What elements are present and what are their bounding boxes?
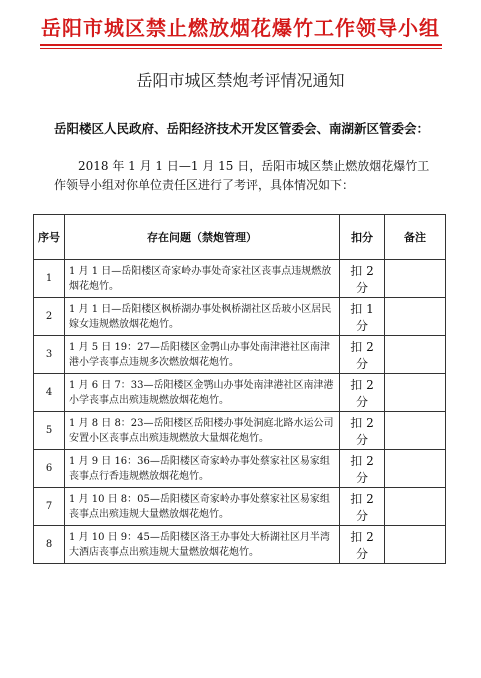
- row-remark: [385, 336, 446, 374]
- row-number: 8: [34, 526, 65, 564]
- row-deduct: 扣 2 分: [340, 374, 385, 412]
- row-issue: 1 月 10 日 8：05—岳阳楼区奇家岭办事处蔡家社区易家组丧事点出殡违规大量燃放烟花炮竹。: [65, 488, 340, 526]
- row-deduct: 扣 2 分: [340, 450, 385, 488]
- row-number: 4: [34, 374, 65, 412]
- table-row: [34, 526, 446, 564]
- row-number: 7: [34, 488, 65, 526]
- row-number: 6: [34, 450, 65, 488]
- document-title: 岳阳市城区禁炮考评情况通知: [136, 71, 345, 90]
- row-remark: [385, 412, 446, 450]
- row-deduct: 扣 2 分: [340, 336, 385, 374]
- col-header-issue: 存在问题（禁炮管理）: [65, 215, 340, 260]
- row-remark: [385, 488, 446, 526]
- row-issue: 1 月 1 日—岳阳楼区枫桥湖办事处枫桥湖社区岳玻小区居民嫁女违规燃放烟花炮竹。: [65, 298, 340, 336]
- table-row: [34, 260, 446, 298]
- addressee: 岳阳楼区人民政府、岳阳经济技术开发区管委会、南湖新区管委会：: [54, 121, 430, 136]
- row-remark: [385, 298, 446, 336]
- row-deduct: 扣 2 分: [340, 260, 385, 298]
- table-row: [34, 412, 446, 450]
- table-row: [34, 374, 446, 412]
- table-row: [34, 450, 446, 488]
- row-issue: 1 月 10 日 9：45—岳阳楼区洛王办事处大桥湖社区月半湾大酒店丧事点出殡违规大量燃放烟花炮竹。: [65, 526, 340, 564]
- evaluation-table: [33, 214, 446, 564]
- row-deduct: 扣 2 分: [340, 526, 385, 564]
- row-remark: [385, 450, 446, 488]
- row-remark: [385, 260, 446, 298]
- row-deduct: 扣 1 分: [340, 298, 385, 336]
- table-row: [34, 488, 446, 526]
- row-number: 2: [34, 298, 65, 336]
- col-header-number: 序号: [34, 215, 65, 260]
- row-remark: [385, 526, 446, 564]
- table-row: [34, 336, 446, 374]
- header-divider: [40, 44, 442, 46]
- row-deduct: 扣 2 分: [340, 412, 385, 450]
- row-number: 1: [34, 260, 65, 298]
- row-issue: 1 月 5 日 19：27—岳阳楼区金鹗山办事处南津港社区南津港小学丧事点违规多次燃放烟花炮竹。: [65, 336, 340, 374]
- row-remark: [385, 374, 446, 412]
- table-header-row: [34, 215, 446, 260]
- row-issue: 1 月 8 日 8：23—岳阳楼区岳阳楼办事处洞庭北路水运公司安置小区丧事点出殡违规燃放大量烟花炮竹。: [65, 412, 340, 450]
- row-number: 3: [34, 336, 65, 374]
- row-deduct: 扣 2 分: [340, 488, 385, 526]
- col-header-deduct: 扣分: [340, 215, 385, 260]
- intro-paragraph: 2018 年 1 月 1 日—1 月 15 日，岳阳市城区禁止燃放烟花爆竹工作领导小组对你单位责任区进行了考评，具体情况如下：: [54, 159, 430, 192]
- row-issue: 1 月 6 日 7：33—岳阳楼区金鹗山办事处南津港社区南津港小学丧事点出殡违规燃放烟花炮竹。: [65, 374, 340, 412]
- row-issue: 1 月 9 日 16：36—岳阳楼区奇家岭办事处蔡家社区易家组丧事点行香违规燃放烟花炮竹。: [65, 450, 340, 488]
- table-row: [34, 298, 446, 336]
- col-header-remark: 备注: [385, 215, 446, 260]
- document-header: 岳阳市城区禁止燃放烟花爆竹工作领导小组: [41, 16, 440, 40]
- row-number: 5: [34, 412, 65, 450]
- row-issue: 1 月 1 日—岳阳楼区奇家岭办事处奇家社区丧事点违规燃放烟花炮竹。: [65, 260, 340, 298]
- header-divider-thin: [40, 48, 442, 49]
